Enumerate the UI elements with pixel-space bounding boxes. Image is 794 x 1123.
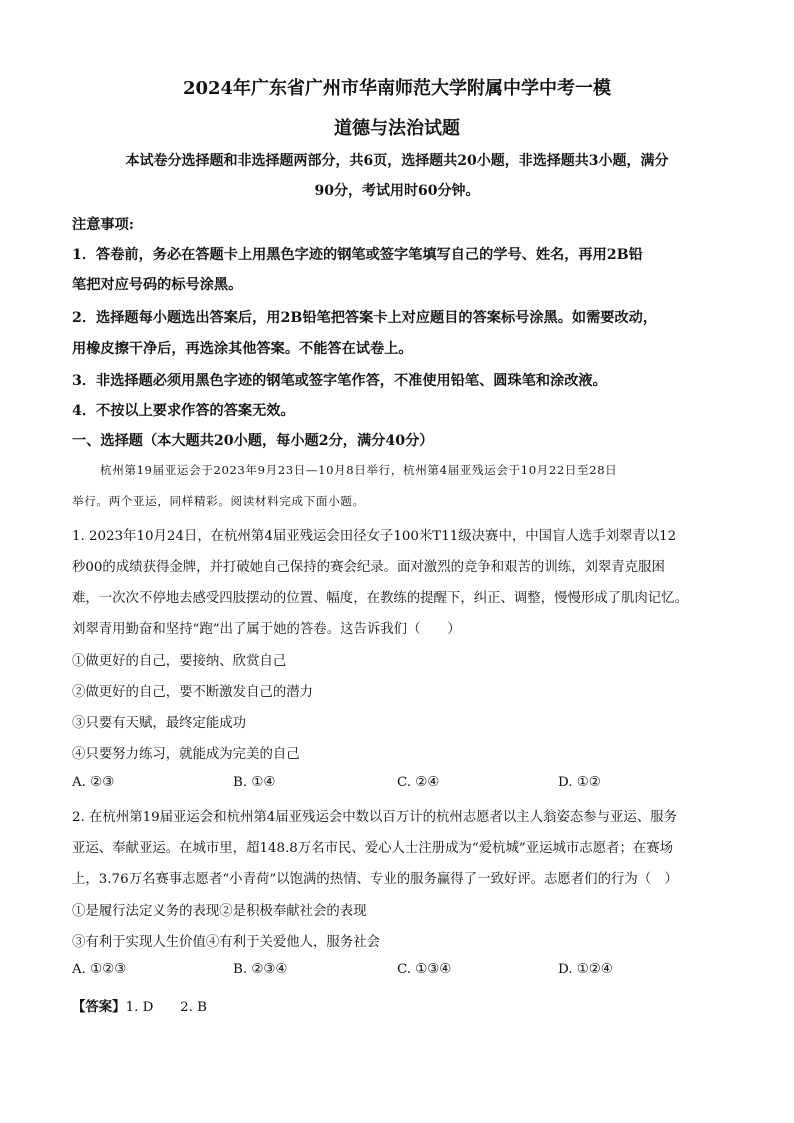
note-4: 4．不按以上要求作答的答案无效。 [72, 403, 295, 419]
section-heading: 一、选择题（本大题共20小题，每小题2分，满分40分） [72, 433, 434, 449]
answer-line [72, 996, 207, 1015]
notes-heading: 注意事项: [72, 217, 134, 233]
q2-option-a: A. ①②③ [72, 962, 127, 977]
q1-option-b: B. ①④ [233, 775, 276, 790]
q1-option-c: C. ②④ [397, 775, 440, 790]
q2-stem-line-3: 上，3.76万名赛事志愿者“小青荷”以饱满的热情、专业的服务赢得了一致好评。志愿者们的行为（ ） [72, 872, 678, 887]
note-1-line-1: 1．答卷前，务必在答题卡上用黑色字迹的钢笔或签字笔填写自己的学号、姓名，再用2B铅 [72, 247, 643, 263]
answer-text: 1. D 2. B [125, 1000, 207, 1015]
q1-stem-line-3: 难，一次次不停地去感受四肢摆动的位置、幅度，在教练的提醒下，纠正、调整，慢慢形成了肌肉记忆。 [72, 591, 688, 606]
note-3: 3．非选择题必须用黑色字迹的钢笔或签字笔作答，不准使用铅笔、圆珠笔和涂改液。 [72, 373, 607, 389]
q1-stem-line-1: 1. 2023年10月24日，在杭州第4届亚残运会田径女子100米T11级决赛中，中国盲人选手刘翠青以12 [72, 529, 677, 544]
exam-intro-line-1: 本试卷分选择题和非选择题两部分，共6页，选择题共20小题，非选择题共3小题，满分 [125, 153, 669, 169]
exam-subject: 道德与法治试题 [334, 118, 460, 139]
q2-statements-3-4: ③有利于实现人生价值④有利于关爱他人，服务社会 [72, 935, 380, 950]
q2-option-d: D. ①②④ [558, 962, 613, 977]
q2-option-b: B. ②③④ [233, 962, 288, 977]
note-2-line-2: 用橡皮擦干净后，再选涂其他答案。不能答在试卷上。 [72, 341, 413, 357]
q2-statements-1-2: ①是履行法定义务的表现②是积极奉献社会的表现 [72, 904, 367, 919]
q1-stem-line-4: 刘翠青用勤奋和坚持“跑”出了属于她的答卷。这告诉我们（ ） [72, 622, 461, 637]
q1-stem-line-2: 秒00的成绩获得金牌，并打破她自己保持的赛会纪录。面对激烈的竞争和艰苦的训练，刘翠青克服困 [72, 560, 665, 575]
q1-statement-1: ①做更好的自己，要接纳、欣赏自己 [72, 654, 287, 669]
q1-statement-4: ④只要努力练习，就能成为完美的自己 [72, 747, 300, 762]
note-1-line-2: 笔把对应号码的标号涂黑。 [72, 277, 243, 293]
material-line-1: 杭州第19届亚运会于2023年9月23日—10月8日举行，杭州第4届亚残运会于10月22日至28日 [100, 463, 618, 477]
material-line-2: 举行。两个亚运，同样精彩。阅读材料完成下面小题。 [72, 494, 365, 508]
q2-stem-line-1: 2. 在杭州第19届亚运会和杭州第4届亚残运会中数以百万计的杭州志愿者以主人翁姿态参与亚运、服务 [72, 810, 677, 825]
q2-stem-line-2: 亚运、奉献亚运。在城市里，超148.8万名市民、爱心人士注册成为“爱杭城”亚运城市志愿者；在赛场 [72, 841, 674, 856]
note-2-line-1: 2．选择题每小题选出答案后，用2B铅笔把答案卡上对应题目的答案标号涂黑。如需要改动， [72, 310, 658, 326]
exam-intro-line-2: 90分，考试用时60分钟。 [314, 183, 480, 199]
q1-option-d: D. ①② [558, 775, 601, 790]
q1-option-a: A. ②③ [72, 775, 115, 790]
answer-label: 【答案】 [72, 999, 126, 1015]
exam-title: 2024年广东省广州市华南师范大学附属中学中考一模 [182, 78, 612, 99]
q1-statement-2: ②做更好的自己，要不断激发自己的潜力 [72, 685, 314, 700]
q1-statement-3: ③只要有天赋，最终定能成功 [72, 716, 247, 731]
q2-option-c: C. ①③④ [397, 962, 452, 977]
